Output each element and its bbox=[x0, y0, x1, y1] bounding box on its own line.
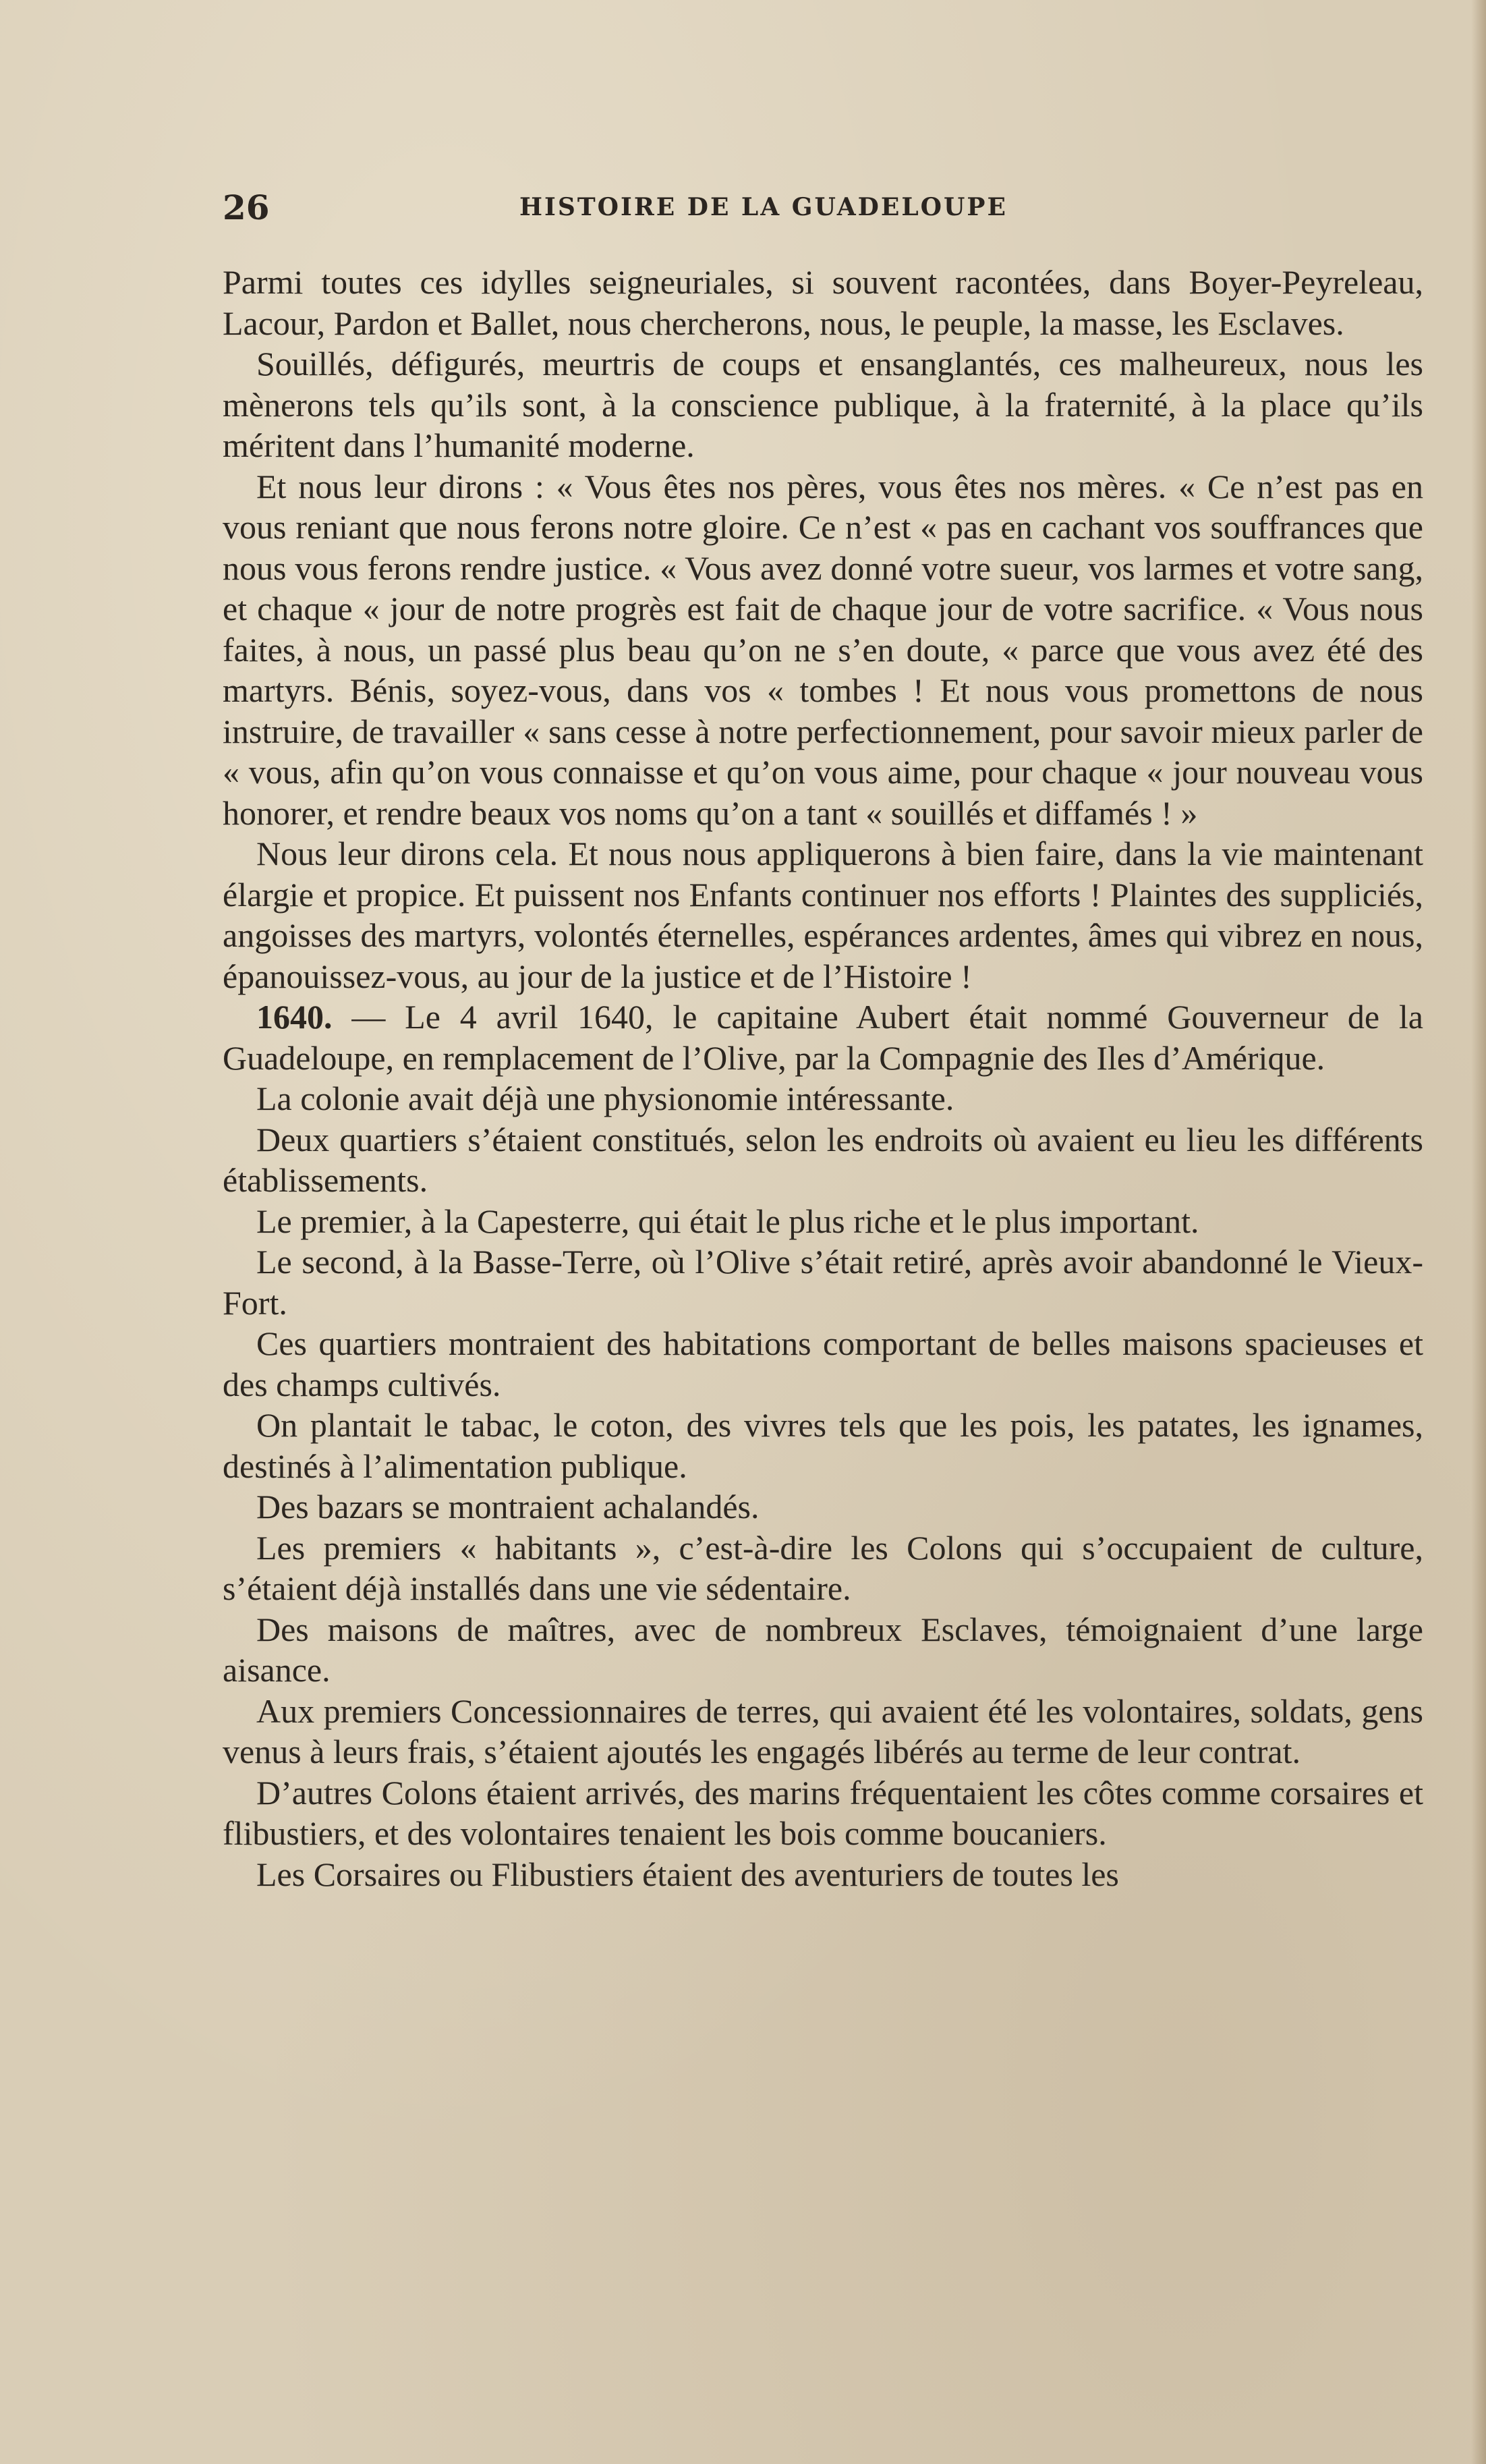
paragraph-quartiers: Deux quartiers s’étaient constitués, selon les endroits où avaient eu lieu les différents établissements. bbox=[223, 1120, 1423, 1199]
paragraph-capesterre: Le premier, à la Capesterre, qui était le plus riche et le plus important. bbox=[256, 1202, 1199, 1240]
page-edge-shadow bbox=[1471, 0, 1486, 2464]
paragraph-idylles: Parmi toutes ces idylles seigneuriales, si souvent racontées, dans Boyer-Peyreleau, Lacour, Pardon et Ballet, nous chercherons, nous, le peuple, la masse, les Esclaves. bbox=[223, 263, 1423, 342]
year-text: — Le 4 avril 1640, le capitaine Aubert était nommé Gouverneur de la Guadeloupe, en remplacement de l’Olive, par la Compagnie des Iles d’Amérique. bbox=[223, 998, 1423, 1077]
paragraph-cultures: On plantait le tabac, le coton, des vivres tels que les pois, les patates, les ignames, destinés à l’alimentation publique. bbox=[223, 1406, 1423, 1485]
paragraph-souilles: Souillés, défigurés, meurtris de coups et ensanglantés, ces malheureux, nous les mènerons tels qu’ils sont, à la conscience publique, à la fraternité, à la place qu’ils méritent dans l’humanité moderne. bbox=[223, 345, 1423, 464]
book-title: HISTOIRE DE LA GUADELOUPE bbox=[519, 193, 1008, 221]
paragraph-colons: D’autres Colons étaient arrivés, des marins fréquentaient les côtes comme corsaires et flibustiers, et des volontaires tenaient les bois comme boucaniers. bbox=[223, 1773, 1423, 1852]
paragraph-maisons: Des maisons de maîtres, avec de nombreux Esclaves, témoignaient d’une large aisance. bbox=[223, 1610, 1423, 1689]
paragraph-discours: Et nous leur dirons : « Vous êtes nos pères, vous êtes nos mères. « Ce n’est pas en vous reniant que nous ferons notre gloire. Ce n’est « pas en cachant vos souffrances que nous vous ferons rendre justice. « Vous avez donné votre sueur, vos larmes et votre sang, et chaque « jour de notre progrès est fait de chaque jour de votre sacrifice. « Vous nous faites, à nous, un passé plus beau qu’on ne s’en doute, « parce que vous avez été des martyrs. Bénis, soyez-vous, dans vos « tombes ! Et nous vous promettons de nous instruire, de travailler « sans cesse à notre perfectionnement, pour savoir mieux parler de « vous, afin qu’on vous connaisse et qu’on vous aime, pour chaque « jour nouveau vous honorer, et rendre beaux vos noms qu’on a tant « souillés et diffamés ! » bbox=[223, 467, 1423, 832]
paragraph-concessionnaires: Aux premiers Concessionnaires de terres, qui avaient été les volontaires, soldats, gens venus à leurs frais, s’étaient ajoutés les engagés libérés au terme de leur contrat. bbox=[223, 1691, 1423, 1770]
body-text bbox=[223, 262, 1423, 1895]
running-header bbox=[223, 188, 1423, 235]
paragraph-habitations: Ces quartiers montraient des habitations comportant de belles maisons spacieuses et des champs cultivés. bbox=[223, 1324, 1423, 1403]
paragraph-basse-terre: Le second, à la Basse-Terre, où l’Olive s’était retiré, après avoir abandonné le Vieux-Fort. bbox=[223, 1243, 1423, 1322]
paragraph-habitants: Les premiers « habitants », c’est-à-dire les Colons qui s’occupaient de culture, s’étaient déjà installés dans une vie sédentaire. bbox=[223, 1528, 1423, 1607]
paragraph-colonie: La colonie avait déjà une physionomie intéressante. bbox=[256, 1080, 954, 1117]
page-number: 26 bbox=[223, 188, 270, 227]
year-label: 1640. bbox=[256, 998, 333, 1036]
paragraph-bazars: Des bazars se montraient achalandés. bbox=[256, 1488, 760, 1525]
paragraph-corsaires: Les Corsaires ou Flibustiers étaient des aventuriers de toutes les bbox=[256, 1855, 1119, 1893]
paragraph-1640 bbox=[223, 997, 1423, 1078]
paragraph-nous-leur-dirons: Nous leur dirons cela. Et nous nous appliquerons à bien faire, dans la vie maintenant élargie et propice. Et puissent nos Enfants continuer nos efforts ! Plaintes des suppliciés, angoisses des martyrs, volontés éternelles, espérances ardentes, âmes qui vibrez en nous, épanouissez-vous, au jour de la justice et de l’Histoire ! bbox=[223, 835, 1423, 995]
